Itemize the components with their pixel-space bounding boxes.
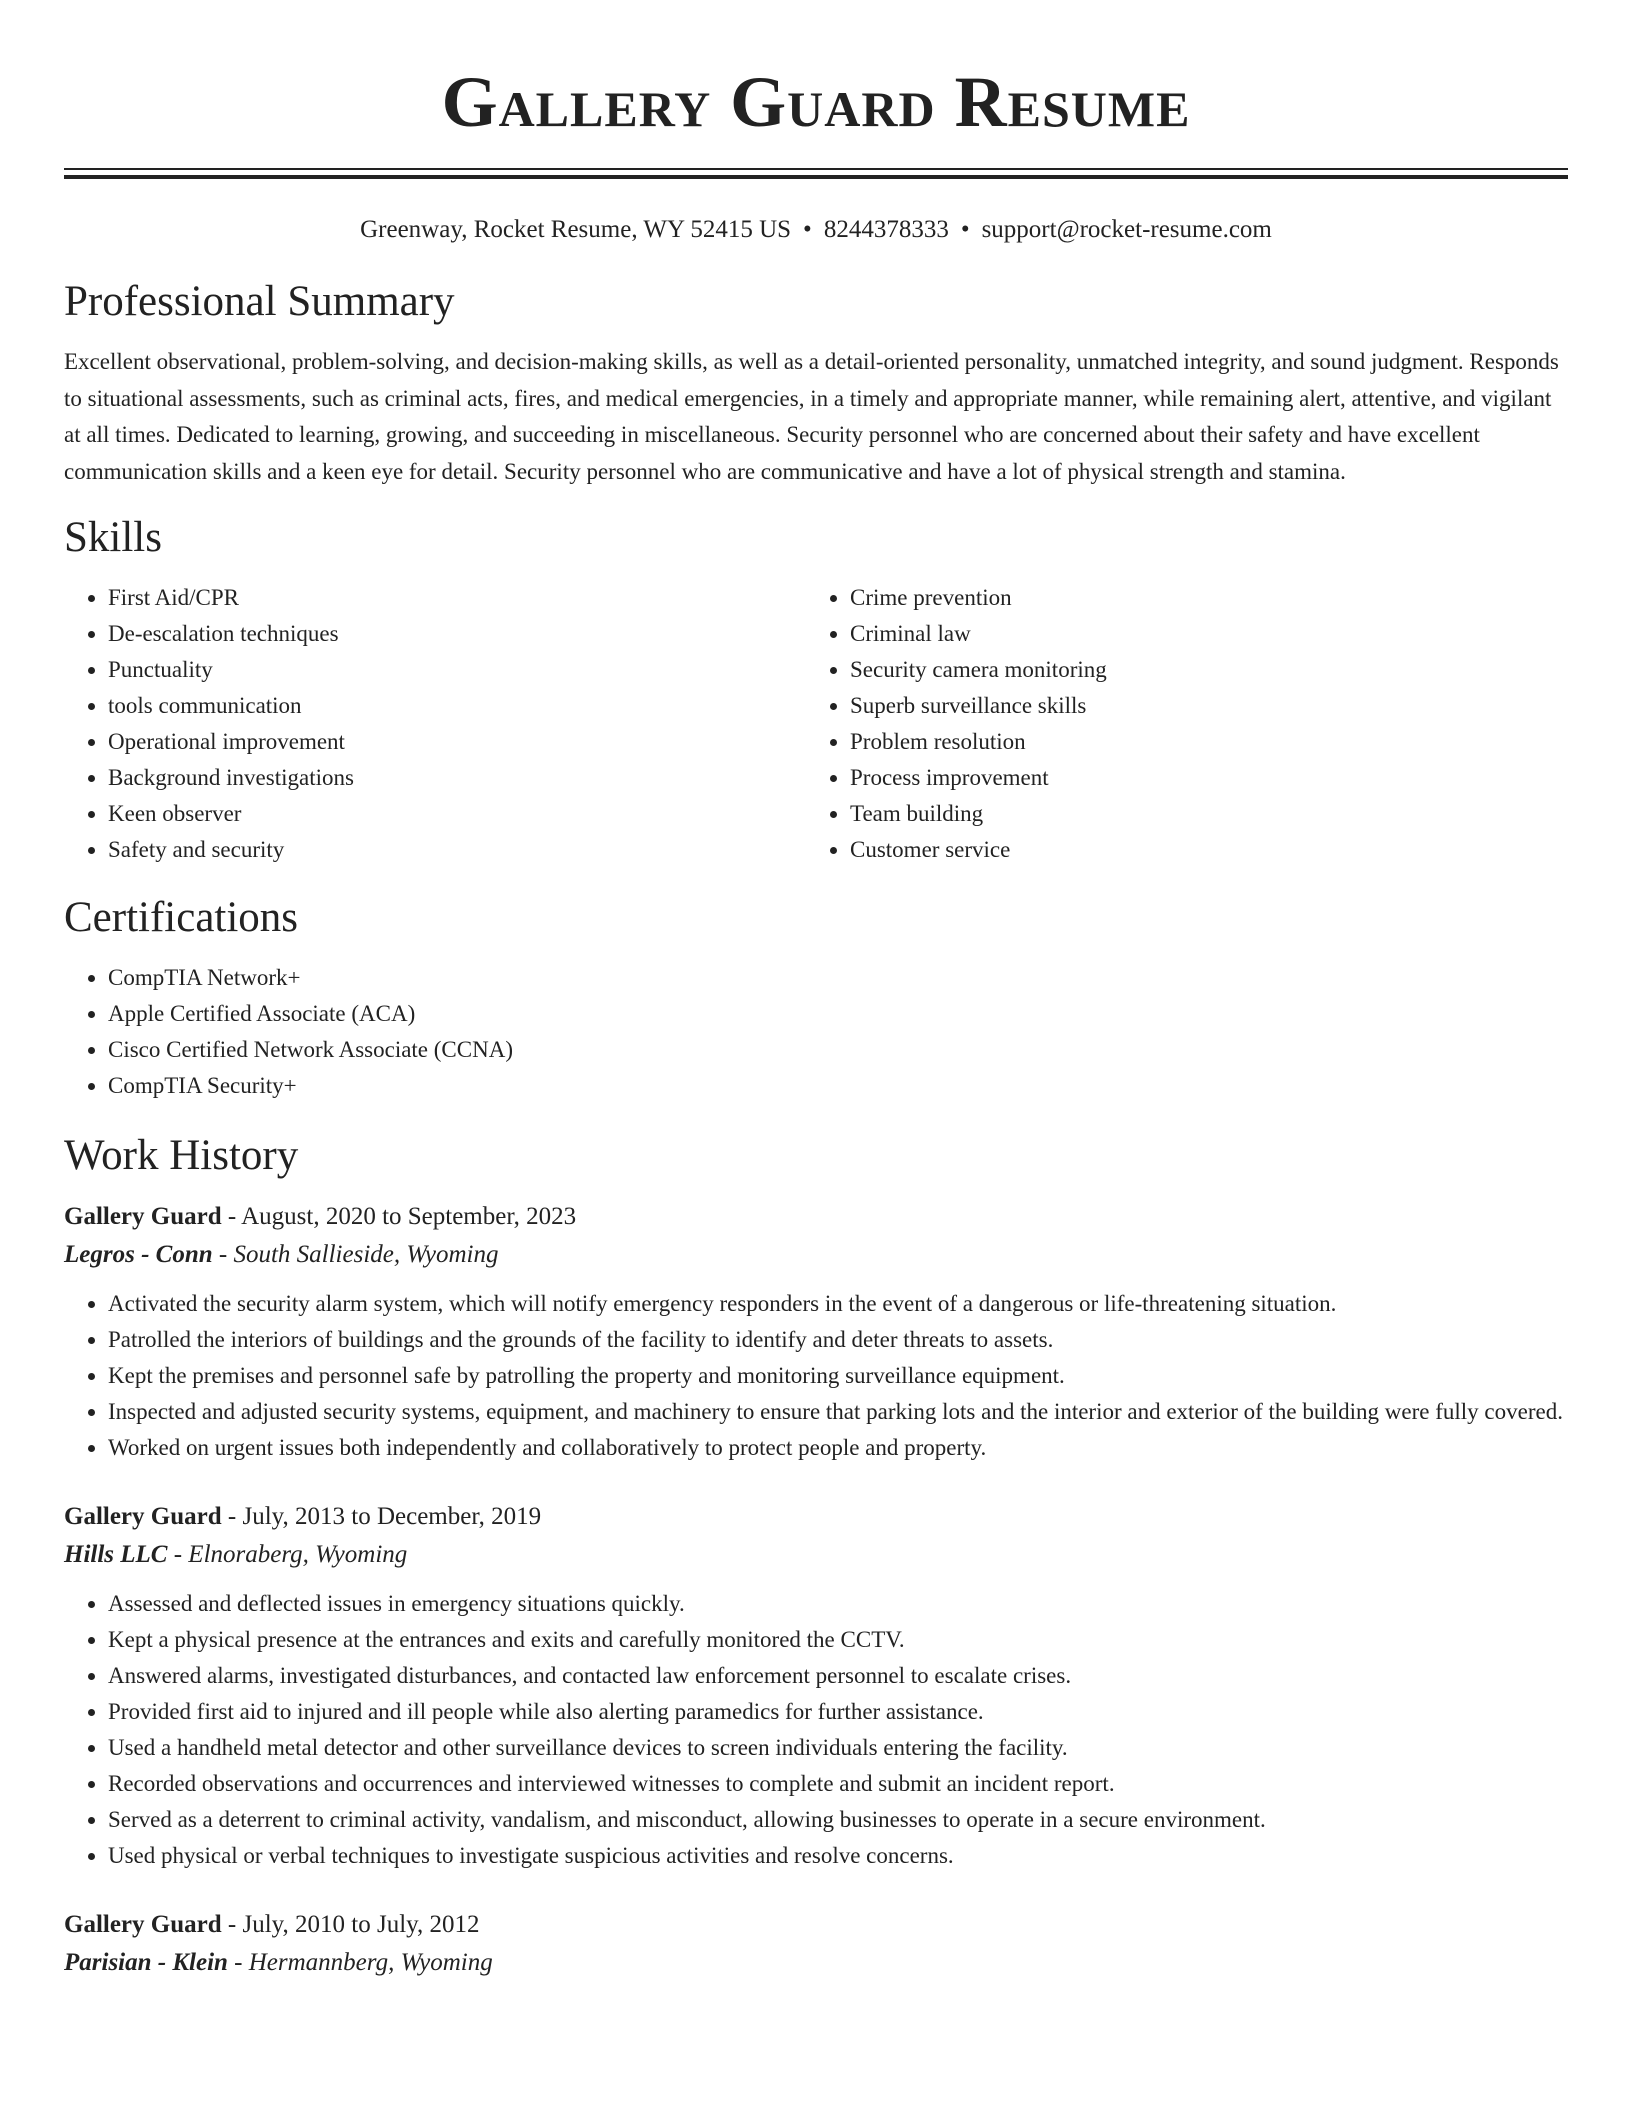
skills-list-right bbox=[806, 580, 1548, 868]
duty-item: • Provided first aid to injured and ill people while also alerting paramedics for further assistance. bbox=[108, 1694, 1568, 1730]
resume-page bbox=[64, 0, 1568, 1982]
skill-item: • Problem resolution bbox=[850, 724, 1548, 760]
job-duties-list bbox=[64, 1586, 1568, 1874]
skill-item: • Security camera monitoring bbox=[850, 652, 1548, 688]
job-company: Legros - Conn bbox=[64, 1241, 213, 1268]
duty-item: • Inspected and adjusted security systems, equipment, and machinery to ensure that parking lots and the interior and exterior of the building were fully covered. bbox=[108, 1394, 1568, 1430]
certification-item: • Apple Certified Associate (ACA) bbox=[108, 996, 1568, 1032]
work-history-heading: Work History bbox=[64, 1132, 299, 1179]
skill-item: • Operational improvement bbox=[108, 724, 806, 760]
job-title-line bbox=[64, 1498, 1568, 1536]
job-dates: - July, 2010 to July, 2012 bbox=[221, 1911, 480, 1938]
skills-column-left bbox=[64, 580, 806, 868]
job-company: Parisian - Klein bbox=[64, 1949, 228, 1976]
duty-item: • Kept a physical presence at the entrances and exits and carefully monitored the CCTV. bbox=[108, 1622, 1568, 1658]
skill-item: • Customer service bbox=[850, 832, 1548, 868]
contact-separator: • bbox=[960, 216, 970, 243]
job-role: Gallery Guard bbox=[64, 1503, 222, 1530]
duty-item: • Used a handheld metal detector and other surveillance devices to screen individuals entering the facility. bbox=[108, 1730, 1568, 1766]
duty-item: • Activated the security alarm system, which will notify emergency responders in the event of a dangerous or life-threatening situation. bbox=[108, 1286, 1568, 1322]
skill-item: • Process improvement bbox=[850, 760, 1548, 796]
skill-item: • Team building bbox=[850, 796, 1548, 832]
job-duties-list bbox=[64, 1286, 1568, 1466]
skill-item: • Punctuality bbox=[108, 652, 806, 688]
duty-item: • Used physical or verbal techniques to investigate suspicious activities and resolve concerns. bbox=[108, 1838, 1568, 1874]
duty-item: • Assessed and deflected issues in emergency situations quickly. bbox=[108, 1586, 1568, 1622]
job-company-line bbox=[64, 1236, 1568, 1274]
job-company-line bbox=[64, 1944, 1568, 1982]
contact-address: Greenway, Rocket Resume, WY 52415 US bbox=[360, 216, 792, 243]
contact-line bbox=[64, 214, 1568, 246]
certifications-heading: Certifications bbox=[64, 894, 299, 941]
job-title-line bbox=[64, 1906, 1568, 1944]
resume-title: Gallery Guard Resume bbox=[441, 62, 1191, 142]
job-company-line bbox=[64, 1536, 1568, 1574]
job-dates: - July, 2013 to December, 2019 bbox=[221, 1503, 542, 1530]
certification-item: • Cisco Certified Network Associate (CCNA) bbox=[108, 1032, 1568, 1068]
duty-item: • Recorded observations and occurrences and interviewed witnesses to complete and submit an incident report. bbox=[108, 1766, 1568, 1802]
duty-item: • Worked on urgent issues both independently and collaboratively to protect people and property. bbox=[108, 1430, 1568, 1466]
job-title-line bbox=[64, 1198, 1568, 1236]
skill-item: • Keen observer bbox=[108, 796, 806, 832]
certification-item: • CompTIA Security+ bbox=[108, 1068, 1568, 1104]
job-entry bbox=[64, 1498, 1568, 1874]
job-dates: - August, 2020 to September, 2023 bbox=[221, 1203, 577, 1230]
contact-email[interactable]: support@rocket-resume.com bbox=[981, 216, 1272, 243]
job-role: Gallery Guard bbox=[64, 1911, 222, 1938]
skills-heading: Skills bbox=[64, 514, 162, 561]
job-company: Hills LLC bbox=[64, 1541, 168, 1568]
skill-item: • First Aid/CPR bbox=[108, 580, 806, 616]
job-entry bbox=[64, 1906, 1568, 1982]
duty-item: • Answered alarms, investigated disturbances, and contacted law enforcement personnel to escalate crises. bbox=[108, 1658, 1568, 1694]
skills-column-right bbox=[806, 580, 1548, 868]
job-location: - Elnoraberg, Wyoming bbox=[167, 1541, 408, 1568]
job-entry bbox=[64, 1198, 1568, 1466]
contact-separator: • bbox=[803, 216, 812, 243]
job-role: Gallery Guard bbox=[64, 1203, 222, 1230]
certifications-list bbox=[64, 960, 1568, 1104]
skills-list-left bbox=[64, 580, 806, 868]
duty-item: • Kept the premises and personnel safe by patrolling the property and monitoring surveillance equipment. bbox=[108, 1358, 1568, 1394]
skill-item: • Background investigations bbox=[108, 760, 806, 796]
certification-item: • CompTIA Network+ bbox=[108, 960, 1568, 996]
skills-grid bbox=[64, 580, 1568, 868]
skill-item: • Criminal law bbox=[850, 616, 1548, 652]
duty-item: • Patrolled the interiors of buildings and the grounds of the facility to identify and deter threats to assets. bbox=[108, 1322, 1568, 1358]
title-divider bbox=[64, 168, 1568, 179]
skill-item: • Superb surveillance skills bbox=[850, 688, 1548, 724]
contact-phone: 8244378333 bbox=[823, 216, 949, 243]
skill-item: • De-escalation techniques bbox=[108, 616, 806, 652]
duty-item: • Served as a deterrent to criminal activity, vandalism, and misconduct, allowing businesses to operate in a secure environment. bbox=[108, 1802, 1568, 1838]
job-location: - Hermannberg, Wyoming bbox=[227, 1949, 493, 1976]
skill-item: • Safety and security bbox=[108, 832, 806, 868]
summary-text: Excellent observational, problem-solving, and decision-making skills, as well as a detail-oriented personality, unmatched integrity, and sound judgment. Responds to situational assessments, such as criminal acts, fires, and medical emergencies, in a timely and appropriate manner, while remaining alert, attentive, and vigilant at all times. Dedicated to learning, growing, and succeeding in miscellaneous. Security personnel who are concerned about their safety and have excellent communication skills and a keen eye for detail. Security personnel who are communicative and have a lot of physical strength and stamina. bbox=[64, 349, 1559, 484]
skill-item: • tools communication bbox=[108, 688, 806, 724]
skill-item: • Crime prevention bbox=[850, 580, 1548, 616]
job-location: - South Sallieside, Wyoming bbox=[212, 1241, 499, 1268]
summary-heading: Professional Summary bbox=[64, 278, 455, 325]
